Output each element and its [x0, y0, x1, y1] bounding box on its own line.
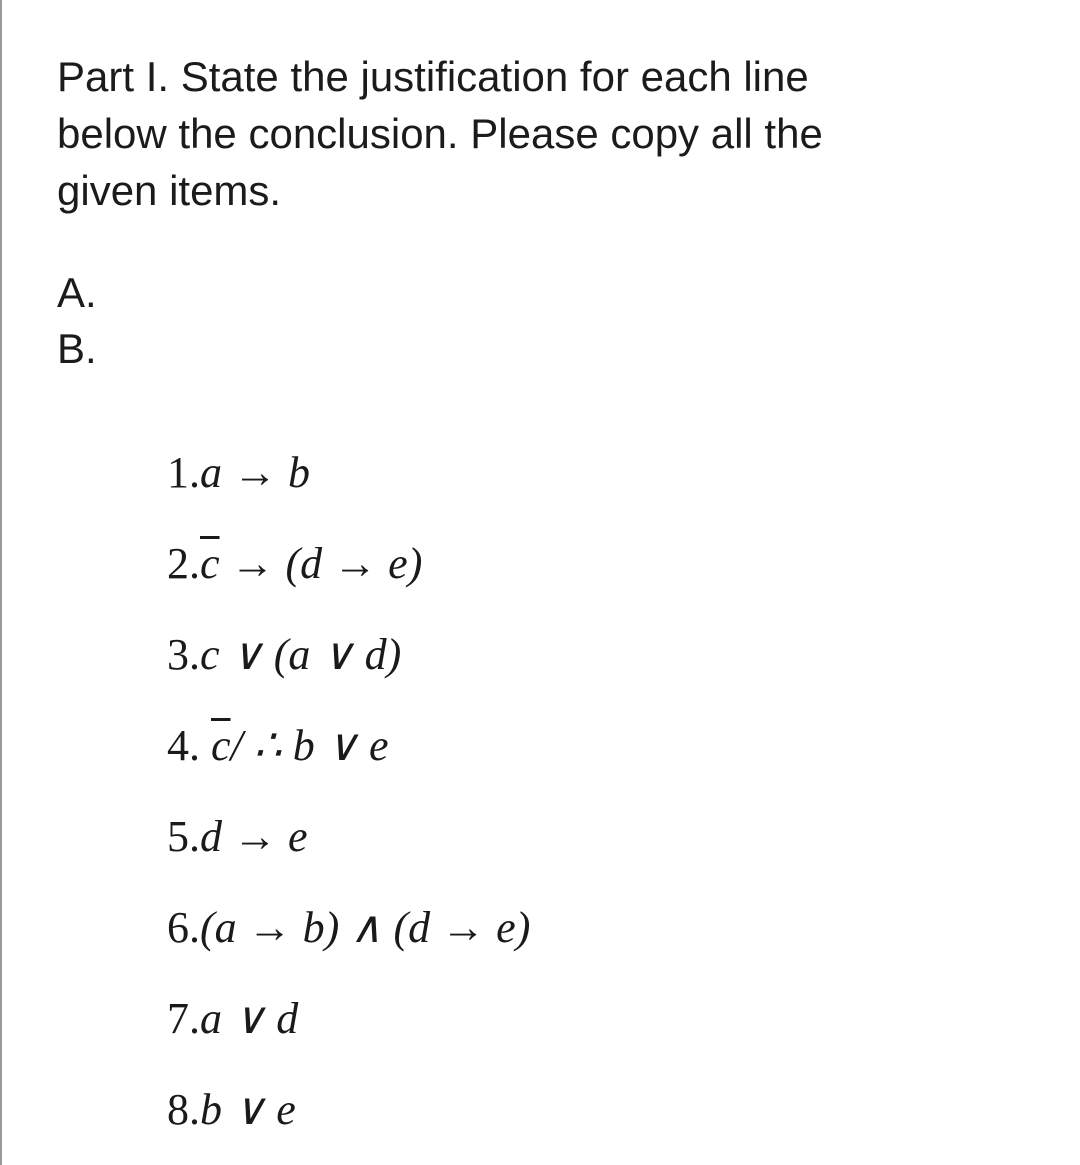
- premise-expression: → (d → e): [219, 539, 423, 588]
- instruction-line-2: below the conclusion. Please copy all the: [57, 110, 823, 157]
- negated-variable: $\overline{c}$: [211, 721, 231, 770]
- line-number: 6.: [167, 903, 200, 952]
- proof-lines: [167, 445, 530, 1165]
- derived-expression: d → e: [200, 812, 308, 861]
- negated-variable: $\overline{c}$: [200, 539, 220, 588]
- premise-expression: a → b: [200, 448, 310, 497]
- instruction-line-3: given items.: [57, 167, 282, 214]
- premise-expression: c ∨ (a ∨ d): [200, 630, 402, 679]
- line-number: 3.: [167, 630, 200, 679]
- proof-line-1: [167, 445, 530, 536]
- proof-line-8: [167, 1082, 530, 1165]
- item-labels: [57, 265, 97, 377]
- line-number: 2.: [167, 539, 200, 588]
- proof-line-2: [167, 536, 530, 627]
- instructions: [57, 48, 1017, 219]
- proof-line-4: [167, 718, 530, 809]
- conclusion-expression: / ∴ b ∨ e: [230, 721, 389, 770]
- item-label-b: B.: [57, 325, 97, 372]
- proof-line-6: [167, 900, 530, 991]
- proof-line-5: [167, 809, 530, 900]
- derived-expression: b ∨ e: [200, 1085, 296, 1134]
- derived-expression: a ∨ d: [200, 994, 299, 1043]
- line-number: 8.: [167, 1085, 200, 1134]
- proof-line-7: [167, 991, 530, 1082]
- line-number: 4.: [167, 721, 211, 770]
- line-number: 1.: [167, 448, 200, 497]
- item-label-a: A.: [57, 269, 97, 316]
- instruction-line-1: Part I. State the justification for each line: [57, 53, 809, 100]
- derived-expression: (a → b) ∧ (d → e): [200, 903, 531, 952]
- line-number: 5.: [167, 812, 200, 861]
- line-number: 7.: [167, 994, 200, 1043]
- proof-line-3: [167, 627, 530, 718]
